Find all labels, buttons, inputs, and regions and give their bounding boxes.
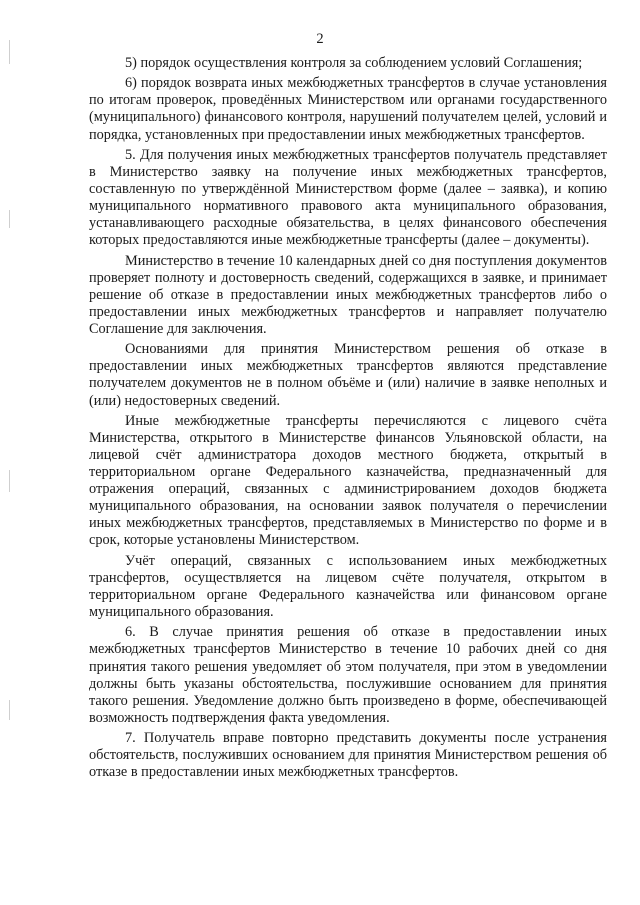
paragraph-6-notification: 6. В случае принятия решения об отказе в предоставлении иных межбюджетных трансфертов Министерство в течение 10 рабочих дней со дня принятия такого решения уведомляет об этом получателя, при этом в уведомлении должны быть указаны обстоятельства, послужившие основанием для принятия такого решения. Уведомление должно быть произведено в форме, обеспечивающей возможность подтверждения факта уведомления.	[89, 624, 607, 726]
scan-edge-mark	[9, 700, 10, 720]
document-body	[89, 55, 607, 785]
paragraph-item-5-control: 5) порядок осуществления контроля за соблюдением условий Соглашения;	[125, 55, 583, 71]
page-number: 2	[316, 31, 324, 47]
paragraph-7-resubmission: 7. Получатель вправе повторно представить документы после устранения обстоятельств, послуживших основанием для принятия Министерством решения об отказе в предоставлении иных межбюджетных трансфертов.	[89, 730, 607, 781]
paragraph-item-6-return: 6) порядок возврата иных межбюджетных трансфертов в случае установления по итогам проверок, проведённых Министерством или органами государственного (муниципального) финансового контроля, нарушений получателем целей, условий и порядка, установленных при предоставлении иных межбюджетных трансфертов.	[89, 75, 607, 143]
paragraph-accounting: Учёт операций, связанных с использованием иных межбюджетных трансфертов, осуществляется на лицевом счёте получателя, открытом в территориальном органе Федерального казначейства или финансовом органе муниципального образования.	[89, 552, 607, 621]
scan-edge-mark	[9, 470, 10, 492]
paragraph-ministry-review: Министерство в течение 10 календарных дней со дня поступления документов проверяет полноту и достоверность сведений, содержащихся в заявке, и принимает решение об отказе в предоставлении иных межбюджетных трансфертов либо о предоставлении иных межбюджетных трансфертов и направляет получателю Соглашение для заключения.	[89, 252, 607, 337]
scan-edge-mark	[9, 210, 10, 228]
paragraph-refusal-grounds: Основаниями для принятия Министерством решения об отказе в предоставлении иных межбюджетных трансфертов являются представление получателем документов не в полном объёме и (или) наличие в заявке неполных и (или) недостоверных сведений.	[89, 341, 607, 409]
paragraph-transfer-procedure: Иные межбюджетные трансферты перечисляются с лицевого счёта Министерства, открытого в Министерстве финансов Ульяновской области, на лицевой счёт администратора доходов местного бюджета, открытый в территориальном органе Федерального казначейства, предназначенный для отражения операций, связанных с администрированием доходов бюджета муниципального образования, на основании заявок получателя о перечислении иных межбюджетных трансфертов, представляемых в Министерство по форме и в срок, которые установлены Министерством.	[89, 412, 607, 549]
paragraph-5-application: 5. Для получения иных межбюджетных трансфертов получатель представляет в Министерство заявку на получение иных межбюджетных трансфертов, составленную по утверждённой Министерством форме (далее – заявка), и копию муниципального нормативного правового акта муниципального образования, устанавливающего расходные обязательства, в целях финансового обеспечения которых предоставляются иные межбюджетные трансферты (далее – документы).	[89, 146, 607, 249]
